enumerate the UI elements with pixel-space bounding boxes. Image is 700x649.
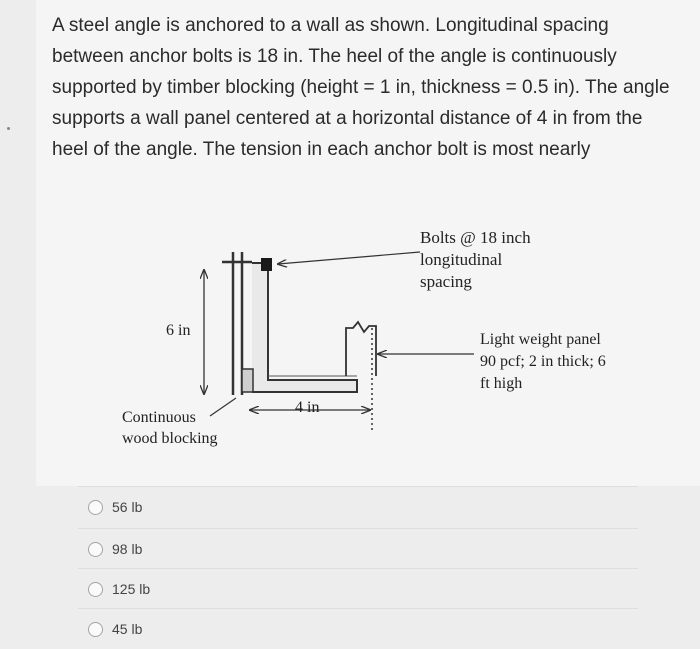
bolts-leader-arrow <box>278 252 420 264</box>
option-label: 98 lb <box>112 541 143 557</box>
question-line: between anchor bolts is 18 in. The heel of the angle is continuously <box>52 46 617 67</box>
option-56lb[interactable] <box>78 486 638 527</box>
bolts-label: spacing <box>420 272 472 291</box>
blocking-leader-line <box>210 398 236 416</box>
option-45lb[interactable] <box>78 608 638 649</box>
bolts-label: longitudinal <box>420 250 503 269</box>
blocking-label: Continuous <box>122 409 196 426</box>
bolts-label: Bolts @ 18 inch <box>420 228 531 247</box>
panel-label: ft high <box>480 375 523 392</box>
panel-label: 90 pcf; 2 in thick; 6 <box>480 353 606 370</box>
distance-label: 4 in <box>295 399 320 416</box>
anchor-bolt-icon <box>261 258 272 271</box>
radio-button-icon[interactable] <box>88 500 103 515</box>
option-98lb[interactable] <box>78 528 638 569</box>
wood-blocking <box>242 369 253 392</box>
radio-button-icon[interactable] <box>88 622 103 637</box>
answer-options <box>0 486 700 646</box>
blocking-label: wood blocking <box>122 430 218 447</box>
question-line: heel of the angle. The tension in each anchor bolt is most nearly <box>52 139 591 160</box>
option-label: 45 lb <box>112 621 143 637</box>
radio-button-icon[interactable] <box>88 582 103 597</box>
height-label: 6 in <box>166 322 191 339</box>
radio-button-icon[interactable] <box>88 542 103 557</box>
question-line: supported by timber blocking (height = 1 in, thickness = 0.5 in). The angle <box>52 77 670 98</box>
option-label: 125 lb <box>112 581 151 597</box>
panel-label: Light weight panel <box>480 331 601 348</box>
option-125lb[interactable] <box>78 568 638 609</box>
option-label: 56 lb <box>112 499 143 515</box>
question-line: A steel angle is anchored to a wall as shown. Longitudinal spacing <box>52 15 609 36</box>
question-line: supports a wall panel centered at a horizontal distance of 4 in from the <box>52 108 643 129</box>
steel-angle <box>252 263 357 392</box>
